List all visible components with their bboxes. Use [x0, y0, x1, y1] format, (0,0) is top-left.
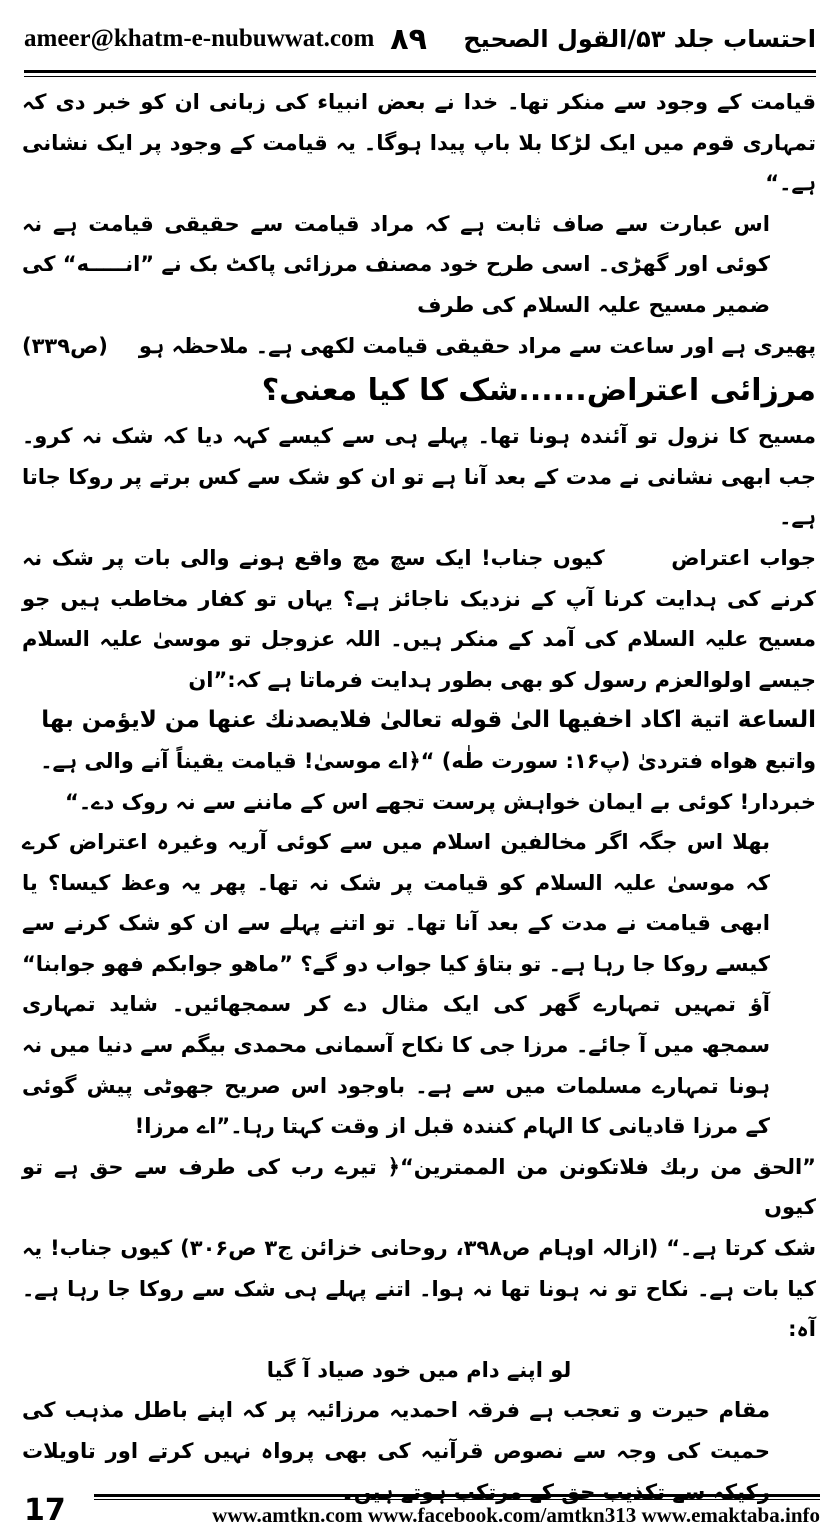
- header-page-number: ۸۹: [390, 21, 427, 57]
- page-body: [22, 82, 817, 1504]
- header-rule: [24, 70, 816, 77]
- page-header: [24, 10, 816, 68]
- page-reference: (ص۳۳۹): [22, 333, 108, 358]
- page-footer: [20, 1486, 820, 1534]
- arabic-verse-3: ”الحق من ربك فلاتکونن من الممترین“﴿ تیرے رب کی طرف سے حق ہے تو کیوں: [22, 1154, 816, 1220]
- paragraph-9: مقام حیرت و تعجب ہے فرقہ احمدیہ مرزائیہ پر کہ اپنے باطل مذہب کی حمیت کی وجہ سے نصوص قرآنیہ کی بھی پرواہ نہیں کرتے اور تاویلات رکیکہ سے تکذیب حق کے مرتکب ہوتے ہیں۔: [22, 1398, 770, 1504]
- paragraph-2: اس عبارت سے صاف ثابت ہے کہ مراد قیامت سے حقیقی قیامت ہے نہ کوئی اور گھڑی۔ اسی طرح خود مصنف مرزائی پاکٹ بک نے ”انـــــه“ کی ضمیر مسیح علیہ السلام کی طرف: [22, 211, 770, 317]
- paragraph-3: [22, 326, 816, 367]
- answer-text: کیوں جناب! ایک سچ مچ واقع ہونے والی بات پر شک نہ کرنے کی ہدایت کرنا آپ کے نزدیک ناجائز ہے؟ یہاں تو کفار مخاطب ہیں جو مسیح علیہ السلام کی آمد کے منکر ہیں۔ اللہ عزوجل تو موسیٰ علیہ السلام جیسے اولوالعزم رسول کو بھی بطور ہدایت فرماتا ہے کہ:”ان: [22, 545, 816, 692]
- paragraph-5: [22, 538, 816, 700]
- paragraph-6: خبردار! کوئی بے ایمان خواہش پرست تجھے اس کے ماننے سے نہ روک دے۔“: [65, 789, 816, 814]
- poetry-verse: لو اپنے دام میں خود صیاد آ گیا: [266, 1357, 572, 1382]
- footer-right: [94, 1486, 820, 1534]
- arabic-verse-1: الساعة اتیة اکاد اخفیها الیٰ قوله تعالیٰ فلایصدنك عنها من لایؤمن بها: [41, 707, 816, 734]
- paragraph-1: قیامت کے وجود سے منکر تھا۔ خدا نے بعض انبیاء کی زبانی ان کو خبر دی کہ تمہاری قوم میں ایک لڑکا بلا باپ پیدا ہوگا۔ یہ قیامت کے وجود پر ایک نشانی ہے۔“: [22, 90, 816, 196]
- paragraph-7: بھلا اس جگہ اگر مخالفین اسلام میں سے کوئی آریہ وغیرہ اعتراض کرے کہ موسیٰ علیہ السلام کو قیامت پر شک نہ تھا۔ پھر یہ وعظ کیسا؟ یا ابھی قیامت نے مدت کے بعد آنا تھا۔ تو اتنے پہلے سے ان کو شک کرنے سے کیسے روکا جا رہا ہے۔ تو بتاؤ کیا جواب دو گے؟ ”ماهو جوابکم فهو جوابنا“ آؤ تمہیں تمہارے گھر کی ایک مثال دے کر سمجھائیں۔ شاید تمہاری سمجھ میں آ جائے۔ مرزا جی کا نکاح آسمانی محمدی بیگم سے دنیا میں نہ ہونا تمہارے مسلمات میں سے ہے۔ باوجود اس صریح جھوٹی پیش گوئی کے مرزا قادیانی کا الہام کنندہ قبل از وقت کہتا رہا۔”اے مرزا!: [22, 830, 770, 1139]
- section-heading: مرزائی اعتراض......شک کا کیا معنی؟: [261, 373, 816, 409]
- footer-urls: www.amtkn.com www.facebook.com/amtkn313 www.emaktaba.info: [212, 1503, 820, 1527]
- footer-page-mark: 17: [24, 1492, 66, 1528]
- header-book-title: احتساب جلد ۵۳/القول الصحیح: [463, 25, 816, 53]
- answer-label: جواب اعتراض: [671, 545, 816, 570]
- paragraph-4: مسیح کا نزول تو آئندہ ہونا تھا۔ پہلے ہی سے کیسے کہہ دیا کہ شک نہ کرو۔ جب ابھی نشانی نے مدت کے بعد آنا ہے تو ان کو شک سے کس برتے پر روکا جاتا ہے۔: [22, 424, 816, 530]
- arabic-verse-2: واتبع هواه فتردیٰ (پ۱۶: سورت طٰه) “﴿اے موسیٰ! قیامت یقیناً آنے والی ہے۔: [40, 748, 816, 773]
- header-email: ameer@khatm-e-nubuwwat.com: [24, 25, 375, 52]
- paragraph-8: شک کرتا ہے۔“ (ازالہ اوہام ص۳۹۸، روحانی خزائن ج۳ ص۳۰۶) کیوں جناب! یہ کیا بات ہے۔ نکاح تو نہ ہونا تھا نہ ہوا۔ اتنے پہلے ہی شک سے روکا جا رہا ہے۔ آہ:: [22, 1236, 817, 1342]
- footer-rule: [94, 1494, 820, 1500]
- paragraph-3-text: پھیری ہے اور ساعت سے مراد حقیقی قیامت لکھی ہے۔ ملاحظہ ہو: [138, 333, 816, 358]
- header-left: [24, 22, 427, 57]
